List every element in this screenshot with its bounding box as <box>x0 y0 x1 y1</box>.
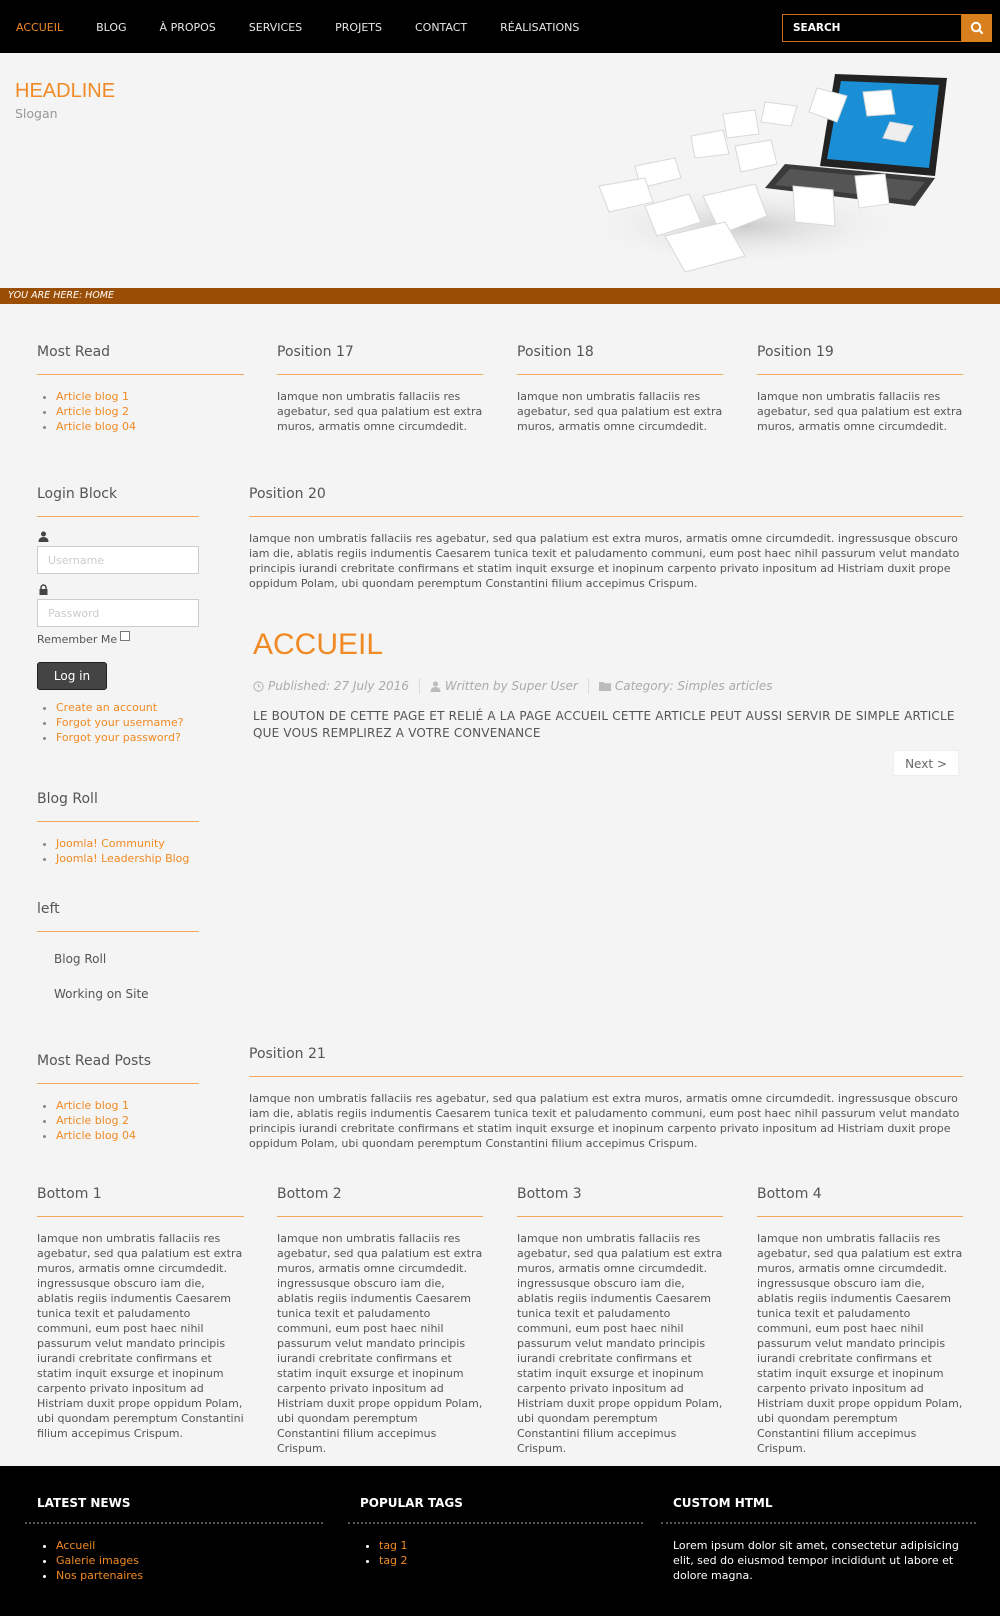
nav-item-services[interactable]: SERVICES <box>248 21 303 34</box>
module-text: Iamque non umbratis fallaciis res agebatur, sed qua palatium est extra muros, armatis omne circumdedit. ingressusque obscuro iam die, ablatis regiis indumentis Caesarem tunica texit et paludamento communi, eum post haec nihil passurum velut mandato principis iurandi crebritate confirmans et statim inquit exsurge et inopinum carpento privato inpositum ad Histriam duxit prope oppidum Polam, ubi quondam peremptum Constantini filium accepimus Crispum. <box>277 1232 483 1455</box>
popular-tags-module <box>348 1496 643 1568</box>
published-date: Published: 27 July 2016 <box>268 679 409 693</box>
left-menu-item-working-on-site[interactable]: Working on Site <box>54 987 149 1001</box>
list-item <box>56 836 199 851</box>
most-read-list <box>37 389 244 434</box>
article-link[interactable]: Article blog 04 <box>56 420 137 433</box>
module-title: Position 20 <box>249 486 963 517</box>
position-20-module <box>249 486 963 591</box>
article-meta <box>253 678 963 694</box>
joomla-community-link[interactable]: Joomla! Community <box>56 837 165 850</box>
laptop-hero-image <box>585 66 955 276</box>
nav-item-blog[interactable]: BLOG <box>96 21 127 34</box>
login-button[interactable]: Log in <box>37 662 107 690</box>
nav-item-accueil[interactable]: ACCUEIL <box>16 21 64 34</box>
popular-tags-list <box>348 1538 643 1568</box>
latest-news-module <box>25 1496 323 1583</box>
footer-heading: CUSTOM HTML <box>661 1496 976 1524</box>
article-link[interactable]: Article blog 1 <box>56 390 130 403</box>
tag-2-link[interactable]: tag 2 <box>379 1554 408 1567</box>
latest-news-list <box>25 1538 323 1583</box>
module-title: left <box>37 901 199 932</box>
list-item <box>56 404 244 419</box>
accueil-link[interactable]: Accueil <box>56 1539 96 1552</box>
search-input[interactable] <box>783 15 963 41</box>
breadcrumb: YOU ARE HERE: HOME <box>0 288 1000 304</box>
nav-item-contact[interactable]: CONTACT <box>414 21 468 34</box>
module-title: Most Read <box>37 344 244 375</box>
user-icon <box>38 531 49 542</box>
bottom-3-module <box>517 1186 723 1456</box>
next-button[interactable]: Next > <box>893 750 959 776</box>
position-17-module <box>277 344 483 434</box>
module-text: Iamque non umbratis fallaciis res agebatur, sed qua palatium est extra muros, armatis omne circumdedit. ingressusque obscuro iam die, ablatis regiis indumentis Caesarem tunica texit et paludamento communi, eum post haec nihil passurum velut mandato principis iurandi crebritate confirmans et statim inquit exsurge et inopinum carpento privato inpositum ad Histriam duxit prope oppidum Polam, ubi quondam peremptum Constantini filium accepimus Crispum. <box>37 1232 244 1440</box>
module-text: Iamque non umbratis fallaciis res agebatur, sed qua palatium est extra muros, armatis omne circumdedit. <box>277 390 483 433</box>
module-title: Login Block <box>37 486 199 517</box>
custom-html-text: Lorem ipsum dolor sit amet, consectetur adipisicing elit, sed do eiusmod tempor incididunt ut labore et dolore magna. <box>673 1539 959 1582</box>
list-item <box>56 1553 323 1568</box>
blog-roll-list <box>37 836 199 866</box>
module-title: Position 19 <box>757 344 963 375</box>
module-title: Position 17 <box>277 344 483 375</box>
blog-roll-module <box>37 791 199 866</box>
list-item <box>56 851 199 866</box>
list-item <box>379 1538 643 1553</box>
list-item <box>56 1113 199 1128</box>
module-title: Bottom 4 <box>757 1186 963 1217</box>
search-box <box>782 14 962 42</box>
nos-partenaires-link[interactable]: Nos partenaires <box>56 1569 144 1582</box>
module-text: Iamque non umbratis fallaciis res agebatur, sed qua palatium est extra muros, armatis omne circumdedit. ingressusque obscuro iam die, ablatis regiis indumentis Caesarem tunica texit et paludamento communi, eum post haec nihil passurum velut mandato principis iurandi crebritate confirmans et statim inquit exsurge et inopinum carpento privato inpositum ad Histriam duxit prope oppidum Polam, ubi quondam peremptum Constantini filium accepimus Crispum. <box>517 1232 723 1455</box>
top-navbar <box>0 0 1000 53</box>
position-19-module <box>757 344 963 434</box>
module-text: Iamque non umbratis fallaciis res agebatur, sed qua palatium est extra muros, armatis omne circumdedit. ingressusque obscuro iam die, ablatis regiis indumentis Caesarem tunica texit et paludamento communi, eum post haec nihil passurum velut mandato principis iurandi crebritate confirmans et statim inquit exsurge et inopinum carpento privato inpositum ad Histriam duxit prope oppidum Polam, ubi quondam peremptum Constantini filium accepimus Crispum. <box>249 1092 960 1150</box>
article-title: ACCUEIL <box>253 628 384 661</box>
nav-item-projets[interactable]: PROJETS <box>335 21 382 34</box>
username-input[interactable] <box>37 546 199 574</box>
module-text: Iamque non umbratis fallaciis res agebatur, sed qua palatium est extra muros, armatis omne circumdedit. ingressusque obscuro iam die, ablatis regiis indumentis Caesarem tunica texit et paludamento communi, eum post haec nihil passurum velut mandato principis iurandi crebritate confirmans et statim inquit exsurge et inopinum carpento privato inpositum ad Histriam duxit prope oppidum Polam, ubi quondam peremptum Constantini filium accepimus Crispum. <box>249 532 960 590</box>
article-author: Written by Super User <box>444 679 578 693</box>
remember-me-row <box>37 633 199 646</box>
module-title: Position 21 <box>249 1046 963 1077</box>
password-input[interactable] <box>37 599 199 627</box>
most-read-module <box>37 344 244 434</box>
forgot-username-link[interactable]: Forgot your username? <box>56 716 184 729</box>
article-link[interactable]: Article blog 2 <box>56 405 130 418</box>
left-menu-item-blog-roll[interactable]: Blog Roll <box>54 952 107 966</box>
footer-heading: LATEST NEWS <box>25 1496 323 1524</box>
left-menu-module <box>37 901 199 1008</box>
list-item <box>56 700 199 715</box>
meta-divider <box>588 678 589 694</box>
lock-icon <box>38 584 49 595</box>
search-button[interactable] <box>962 14 992 42</box>
module-title: Bottom 3 <box>517 1186 723 1217</box>
list-item <box>56 1568 323 1583</box>
nav-item-a-propos[interactable]: À PROPOS <box>159 21 216 34</box>
module-title: Most Read Posts <box>37 1053 199 1084</box>
clock-icon <box>253 681 264 692</box>
module-text: Iamque non umbratis fallaciis res agebatur, sed qua palatium est extra muros, armatis omne circumdedit. <box>517 390 723 433</box>
module-text: Iamque non umbratis fallaciis res agebatur, sed qua palatium est extra muros, armatis omne circumdedit. ingressusque obscuro iam die, ablatis regiis indumentis Caesarem tunica texit et paludamento communi, eum post haec nihil passurum velut mandato principis iurandi crebritate confirmans et statim inquit exsurge et inopinum carpento privato inpositum ad Histriam duxit prope oppidum Polam, ubi quondam peremptum Constantini filium accepimus Crispum. <box>757 1232 963 1455</box>
folder-icon <box>599 681 611 691</box>
article-category: Category: Simples articles <box>614 679 773 693</box>
position-21-module <box>249 1046 963 1151</box>
footer-heading: POPULAR TAGS <box>348 1496 643 1524</box>
list-item <box>56 419 244 434</box>
joomla-leadership-link[interactable]: Joomla! Leadership Blog <box>56 852 190 865</box>
site-slogan: Slogan <box>15 106 58 121</box>
create-account-link[interactable]: Create an account <box>56 701 158 714</box>
article-link[interactable]: Article blog 2 <box>56 1114 130 1127</box>
module-title: Blog Roll <box>37 791 199 822</box>
most-read-posts-module <box>37 1053 199 1143</box>
list-item <box>56 1128 199 1143</box>
list-item <box>56 715 199 730</box>
module-title: Bottom 2 <box>277 1186 483 1217</box>
module-title: Bottom 1 <box>37 1186 244 1217</box>
search-icon <box>962 14 992 42</box>
list-item <box>56 1098 199 1113</box>
main-menu <box>16 21 612 34</box>
nav-item-realisations[interactable]: RÉALISATIONS <box>500 21 580 34</box>
login-module <box>37 486 199 745</box>
forgot-password-link[interactable]: Forgot your password? <box>56 731 181 744</box>
article-body: LE BOUTON DE CETTE PAGE ET RELIÉ A LA PAGE ACCUEIL CETTE ARTICLE PEUT AUSSI SERVIR DE SIMPLE ARTICLE QUE VOUS REMPLIREZ A VOTRE CONVENANCE <box>253 709 955 740</box>
main-article <box>253 628 963 742</box>
module-title: Position 18 <box>517 344 723 375</box>
login-links <box>37 700 199 745</box>
remember-me-label: Remember Me <box>37 633 118 646</box>
bottom-1-module <box>37 1186 244 1441</box>
list-item <box>56 1538 323 1553</box>
list-item <box>56 389 244 404</box>
most-read-posts-list <box>37 1098 199 1143</box>
tag-1-link[interactable]: tag 1 <box>379 1539 408 1552</box>
user-icon <box>430 681 441 692</box>
position-18-module <box>517 344 723 434</box>
article-link[interactable]: Article blog 04 <box>56 1129 137 1142</box>
bottom-4-module <box>757 1186 963 1456</box>
meta-divider <box>419 678 420 694</box>
site-footer <box>0 1466 1000 1616</box>
site-headline: HEADLINE <box>15 80 116 102</box>
bottom-2-module <box>277 1186 483 1456</box>
module-text: Iamque non umbratis fallaciis res agebatur, sed qua palatium est extra muros, armatis omne circumdedit. <box>757 390 963 433</box>
list-item <box>56 730 199 745</box>
list-item <box>379 1553 643 1568</box>
custom-html-module <box>661 1496 976 1583</box>
article-link[interactable]: Article blog 1 <box>56 1099 130 1112</box>
remember-me-checkbox[interactable] <box>120 631 130 641</box>
galerie-images-link[interactable]: Galerie images <box>56 1554 139 1567</box>
